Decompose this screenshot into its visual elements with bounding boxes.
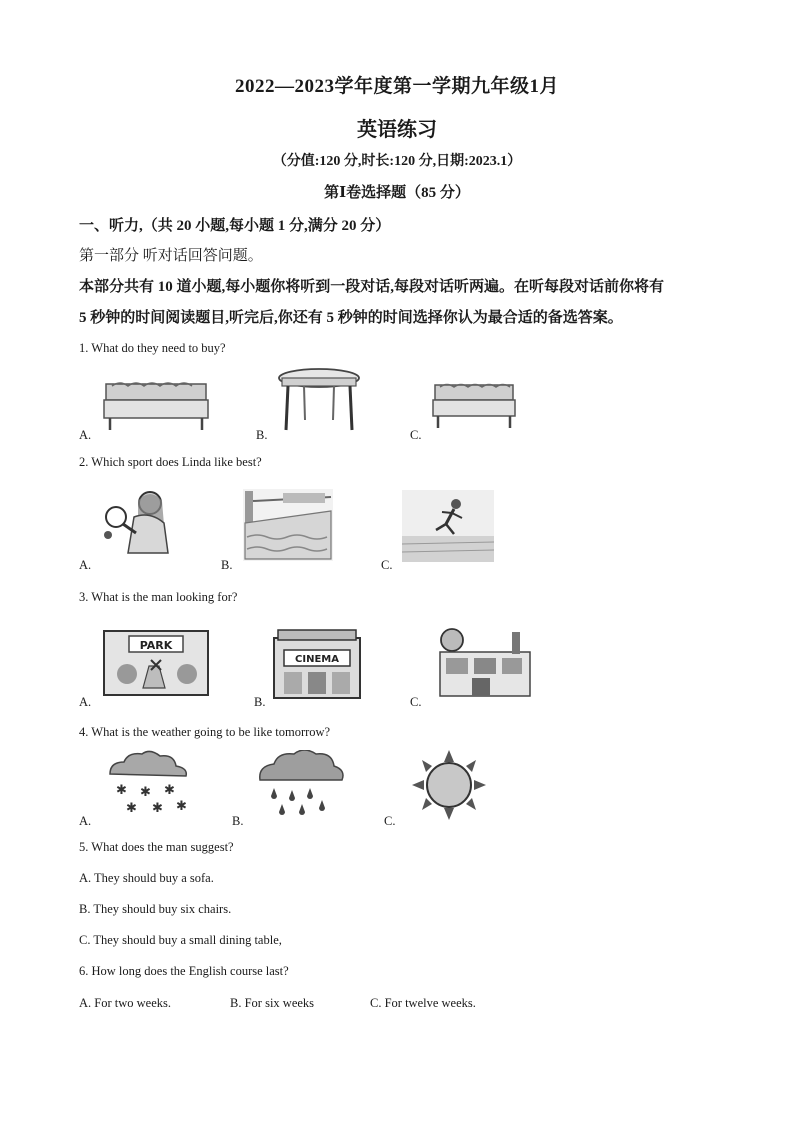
q2-option-a: A. <box>79 558 92 572</box>
q6-option-b: B. For six weeks <box>230 996 315 1010</box>
cinema-icon <box>272 628 362 700</box>
svg-text:✱: ✱ <box>176 799 187 814</box>
volume-title: 第Ⅰ卷选择题（85 分） <box>324 185 470 201</box>
building-icon <box>432 624 532 700</box>
instruction-line-2: 5 秒钟的时间阅读题目,听完后,你还有 5 秒钟的时间选择你认为最合适的备选答案。 <box>79 310 623 326</box>
q1-option-b: B. <box>256 428 268 442</box>
question-4: 4. What is the weather going to be like tomorrow? <box>79 725 331 739</box>
question-3: 3. What is the man looking for? <box>79 590 238 604</box>
q5-option-b: B. They should buy six chairs. <box>79 902 232 916</box>
svg-text:✱: ✱ <box>140 785 151 800</box>
exam-info: （分值:120 分,时长:120 分,日期:2023.1） <box>272 154 522 169</box>
park-sign-text: PARK <box>139 639 173 652</box>
swimming-icon <box>243 489 333 561</box>
q6-option-c: C. For twelve weeks. <box>370 996 476 1010</box>
svg-text:✱: ✱ <box>164 783 175 798</box>
cinema-sign-text: CINEMA <box>295 654 339 665</box>
tennis-icon <box>100 487 172 559</box>
q4-option-a: A. <box>79 814 92 828</box>
question-2: 2. Which sport does Linda like best? <box>79 455 262 469</box>
q3-option-b: B. <box>254 695 266 709</box>
q3-option-a: A. <box>79 695 92 709</box>
q2-option-b: B. <box>221 558 233 572</box>
question-5: 5. What does the man suggest? <box>79 840 234 854</box>
q4-option-b: B. <box>232 814 244 828</box>
question-6: 6. How long does the English course last? <box>79 964 289 978</box>
section-heading: 一、听力,（共 20 小题,每小题 1 分,满分 20 分） <box>79 218 391 234</box>
q5-option-c: C. They should buy a small dining table, <box>79 933 282 947</box>
sofa-icon <box>100 378 212 434</box>
q5-option-a: A. They should buy a sofa. <box>79 871 214 885</box>
snow-icon <box>100 750 196 816</box>
part-title: 第一部分 听对话回答问题。 <box>79 248 263 264</box>
svg-text:✱: ✱ <box>152 801 163 816</box>
sun-icon <box>404 748 494 822</box>
q2-option-c: C. <box>381 558 393 572</box>
running-icon <box>402 490 494 562</box>
question-1: 1. What do they need to buy? <box>79 341 226 355</box>
svg-text:✱: ✱ <box>126 801 137 816</box>
exam-title: 2022—2023学年度第一学期九年级1月 <box>234 76 559 97</box>
q4-option-c: C. <box>384 814 396 828</box>
rain-icon <box>252 750 348 820</box>
svg-text:✱: ✱ <box>116 783 127 798</box>
q1-option-a: A. <box>79 428 92 442</box>
table-icon <box>274 364 364 436</box>
subject-title: 英语练习 <box>357 119 437 141</box>
park-icon <box>103 630 209 696</box>
q3-option-c: C. <box>410 695 422 709</box>
q1-option-c: C. <box>410 428 422 442</box>
q6-option-a: A. For two weeks. <box>79 996 172 1010</box>
instruction-line-1: 本部分共有 10 道小题,每小题你将听到一段对话,每段对话听两遍。在听每段对话前你将有 <box>79 279 665 295</box>
sofa-icon <box>430 380 518 432</box>
